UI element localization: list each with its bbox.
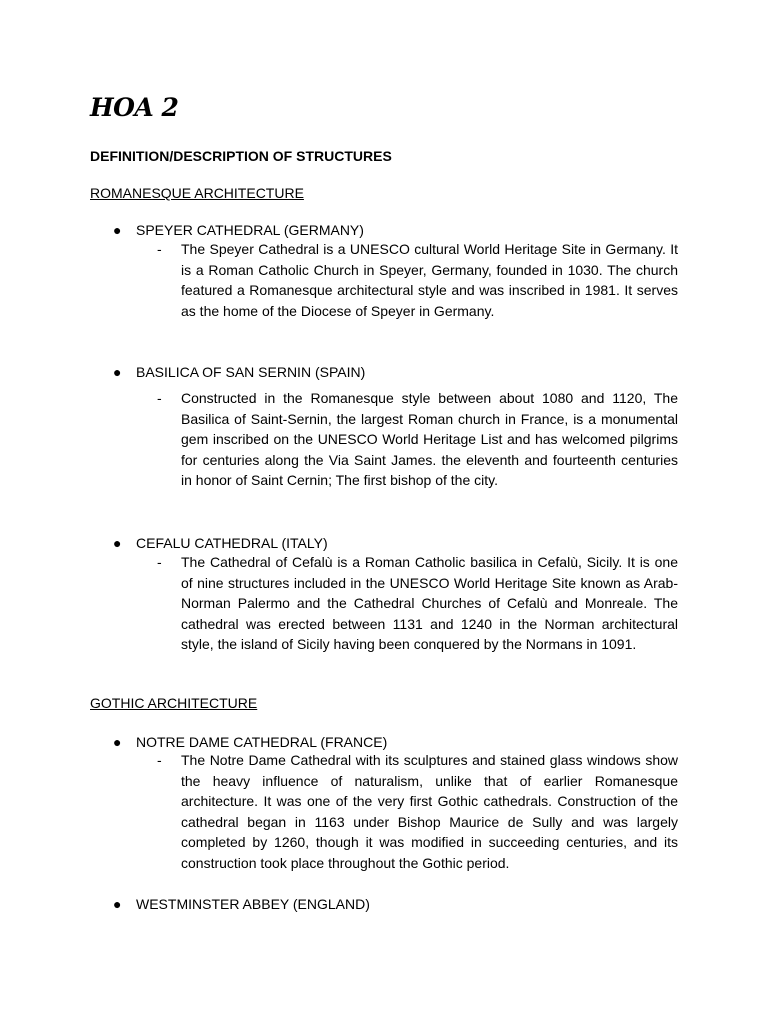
structure-description: [157, 750, 678, 873]
structure-name: WESTMINSTER ABBEY (ENGLAND): [136, 896, 370, 912]
bullet-icon: ●: [113, 896, 122, 912]
bullet-icon: ●: [113, 222, 122, 238]
structure-name: SPEYER CATHEDRAL (GERMANY): [136, 222, 364, 238]
description-text: Constructed in the Romanesque style between about 1080 and 1120, The Basilica of Saint-Sernin, the largest Roman church in France, is a monumental gem inscribed on the UNESCO World Heritage List and has welcomed pilgrims for centuries along the Via Saint James. the eleventh and fourteenth centuries in honor of Saint Cernin; The first bishop of the city.: [181, 390, 678, 488]
bullet-icon: ●: [113, 364, 122, 380]
structure-description: [157, 388, 678, 491]
dash-marker: -: [157, 390, 162, 406]
description-text: The Speyer Cathedral is a UNESCO cultural World Heritage Site in Germany. It is a Roman Catholic Church in Speyer, Germany, founded in 1030. The church featured a Romanesque architectural style and was inscribed in 1981. It serves as the home of the Diocese of Speyer in Germany.: [181, 241, 678, 319]
structure-description: [157, 239, 678, 321]
description-text: The Cathedral of Cefalù is a Roman Catholic basilica in Cefalù, Sicily. It is one of nine structures included in the UNESCO World Heritage Site known as Arab-Norman Palermo and the Cathedral Churches of Cefalù and Monreale. The cathedral was erected between 1131 and 1240 in the Norman architectural style, the island of Sicily having been conquered by the Normans in 1091.: [181, 554, 678, 652]
dash-marker: -: [157, 752, 162, 768]
structure-name: NOTRE DAME CATHEDRAL (FRANCE): [136, 734, 388, 750]
structure-name: BASILICA OF SAN SERNIN (SPAIN): [136, 364, 366, 380]
dash-marker: -: [157, 554, 162, 570]
dash-marker: -: [157, 241, 162, 257]
structure-description: [157, 552, 678, 655]
document-title: HOA 2: [90, 93, 179, 122]
section-heading-romanesque: ROMANESQUE ARCHITECTURE: [90, 185, 304, 201]
document-heading: DEFINITION/DESCRIPTION OF STRUCTURES: [90, 148, 392, 164]
description-text: The Notre Dame Cathedral with its sculptures and stained glass windows show the heavy influence of naturalism, unlike that of earlier Romanesque architecture. It was one of the very first Gothic cathedrals. Construction of the cathedral began in 1163 under Bishop Maurice de Sully and was largely completed by 1260, though it was modified in succeeding centuries, and its construction took place throughout the Gothic period.: [181, 752, 678, 871]
section-heading-gothic: GOTHIC ARCHITECTURE: [90, 695, 258, 711]
bullet-icon: ●: [113, 734, 122, 750]
bullet-icon: ●: [113, 535, 122, 551]
structure-name: CEFALU CATHEDRAL (ITALY): [136, 535, 328, 551]
